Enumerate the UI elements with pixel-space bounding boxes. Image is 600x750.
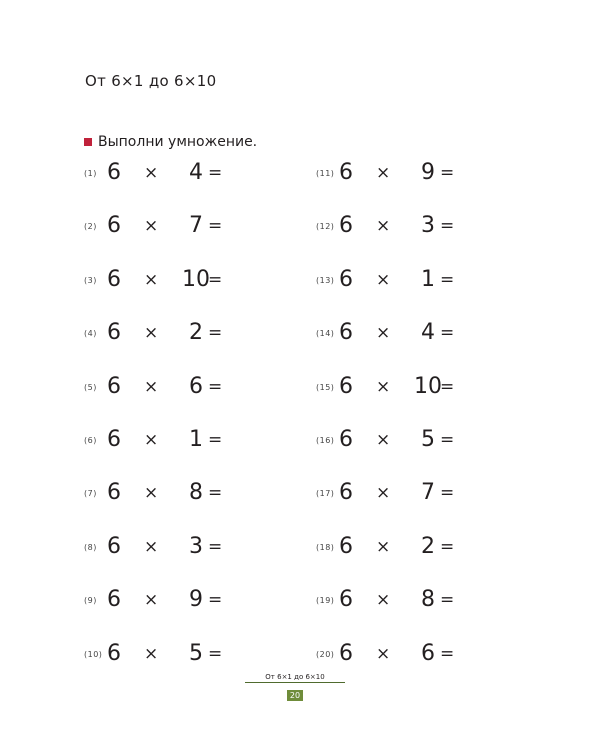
instruction-text: Выполни умножение. (98, 134, 258, 150)
times-sign: × (144, 163, 159, 183)
multiplicand: 6 (107, 480, 121, 506)
times-sign: × (376, 163, 391, 183)
equals-sign: = (440, 376, 455, 397)
problem-item (84, 265, 244, 295)
page-footer (245, 673, 345, 702)
problem-item (316, 372, 476, 402)
multiplier: 2 (421, 533, 435, 559)
times-sign: × (376, 269, 391, 290)
equals-sign: = (440, 643, 455, 664)
multiplier: 3 (189, 533, 203, 559)
problem-number: (11) (316, 169, 335, 178)
times-sign: × (144, 590, 159, 611)
problem-number: (14) (316, 329, 335, 339)
times-sign: × (144, 536, 159, 557)
multiplier: 1 (189, 427, 203, 452)
multiplicand: 6 (339, 160, 353, 185)
problem-item (84, 478, 244, 508)
multiplier: 4 (189, 160, 203, 185)
equals-sign: = (440, 536, 455, 557)
problem-number: (5) (84, 382, 97, 392)
multiplicand: 6 (339, 373, 353, 399)
multiplicand: 6 (339, 480, 353, 506)
problem-item (316, 425, 476, 455)
problem-item (84, 372, 244, 402)
problem-number: (7) (84, 489, 97, 499)
problem-number: (6) (84, 436, 97, 445)
multiplicand: 6 (339, 213, 353, 239)
equals-sign: = (208, 590, 223, 611)
multiplier: 8 (421, 587, 435, 613)
multiplier: 10 (414, 373, 442, 399)
times-sign: × (376, 590, 391, 611)
multiplicand: 6 (339, 266, 353, 292)
multiplicand: 6 (107, 160, 121, 185)
multiplicand: 6 (339, 320, 353, 346)
problem-number: (12) (316, 222, 335, 232)
multiplier: 7 (189, 213, 203, 239)
problem-number: (13) (316, 275, 335, 285)
multiplicand: 6 (339, 587, 353, 613)
multiplicand: 6 (107, 640, 121, 666)
problem-number: (3) (84, 275, 97, 285)
problem-number: (10) (84, 649, 103, 659)
equals-sign: = (440, 269, 455, 290)
multiplier: 3 (421, 213, 435, 239)
problem-number: (18) (316, 542, 335, 552)
problem-item (316, 639, 476, 669)
times-sign: × (144, 376, 159, 397)
problem-item (316, 211, 476, 241)
times-sign: × (144, 269, 159, 290)
problem-item (316, 158, 476, 188)
multiplicand: 6 (107, 427, 121, 452)
multiplicand: 6 (339, 640, 353, 666)
multiplier: 8 (189, 480, 203, 506)
problem-item (316, 318, 476, 348)
page-title: От 6×1 до 6×10 (85, 72, 217, 90)
multiplicand: 6 (107, 587, 121, 613)
multiplier: 4 (421, 320, 435, 346)
equals-sign: = (208, 376, 223, 397)
times-sign: × (376, 323, 391, 344)
multiplier: 9 (421, 160, 435, 185)
problem-item (316, 585, 476, 615)
equals-sign: = (208, 216, 223, 237)
times-sign: × (144, 216, 159, 237)
times-sign: × (144, 483, 159, 504)
multiplier: 6 (189, 373, 203, 399)
equals-sign: = (208, 643, 223, 664)
multiplier: 10 (182, 266, 210, 292)
multiplicand: 6 (107, 533, 121, 559)
times-sign: × (376, 536, 391, 557)
equals-sign: = (440, 483, 455, 504)
footer-divider (245, 682, 345, 683)
multiplicand: 6 (339, 427, 353, 452)
equals-sign: = (208, 536, 223, 557)
times-sign: × (376, 643, 391, 664)
equals-sign: = (440, 163, 455, 183)
problem-item (316, 478, 476, 508)
multiplicand: 6 (107, 266, 121, 292)
multiplier: 9 (189, 587, 203, 613)
problem-item (84, 639, 244, 669)
equals-sign: = (208, 163, 223, 183)
equals-sign: = (208, 483, 223, 504)
problem-number: (1) (84, 169, 97, 178)
times-sign: × (376, 483, 391, 504)
footer-label: От 6×1 до 6×10 (265, 673, 325, 681)
multiplier: 1 (421, 266, 435, 292)
times-sign: × (144, 643, 159, 664)
problem-item (84, 585, 244, 615)
times-sign: × (376, 430, 391, 450)
problem-item (84, 425, 244, 455)
equals-sign: = (208, 430, 223, 450)
times-sign: × (144, 323, 159, 344)
problem-item (84, 532, 244, 562)
equals-sign: = (440, 430, 455, 450)
problem-item (316, 532, 476, 562)
problem-number: (9) (84, 596, 97, 606)
times-sign: × (376, 376, 391, 397)
problem-item (316, 265, 476, 295)
problem-number: (4) (84, 329, 97, 339)
multiplier: 5 (189, 640, 203, 666)
multiplicand: 6 (107, 320, 121, 346)
problem-number: (15) (316, 382, 335, 392)
times-sign: × (144, 430, 159, 450)
multiplicand: 6 (107, 213, 121, 239)
equals-sign: = (208, 269, 223, 290)
problem-item (84, 158, 244, 188)
problem-number: (8) (84, 542, 97, 552)
problem-number: (20) (316, 649, 335, 659)
multiplier: 6 (421, 640, 435, 666)
equals-sign: = (440, 216, 455, 237)
multiplier: 7 (421, 480, 435, 506)
times-sign: × (376, 216, 391, 237)
multiplier: 5 (421, 427, 435, 452)
equals-sign: = (208, 323, 223, 344)
equals-sign: = (440, 590, 455, 611)
multiplicand: 6 (339, 533, 353, 559)
equals-sign: = (440, 323, 455, 344)
page-number: 20 (287, 690, 303, 701)
problem-number: (2) (84, 222, 97, 232)
problem-number: (19) (316, 596, 335, 606)
multiplicand: 6 (107, 373, 121, 399)
problem-number: (17) (316, 489, 335, 499)
problem-number: (16) (316, 436, 335, 445)
problem-item (84, 318, 244, 348)
problem-item (84, 211, 244, 241)
multiplier: 2 (189, 320, 203, 346)
